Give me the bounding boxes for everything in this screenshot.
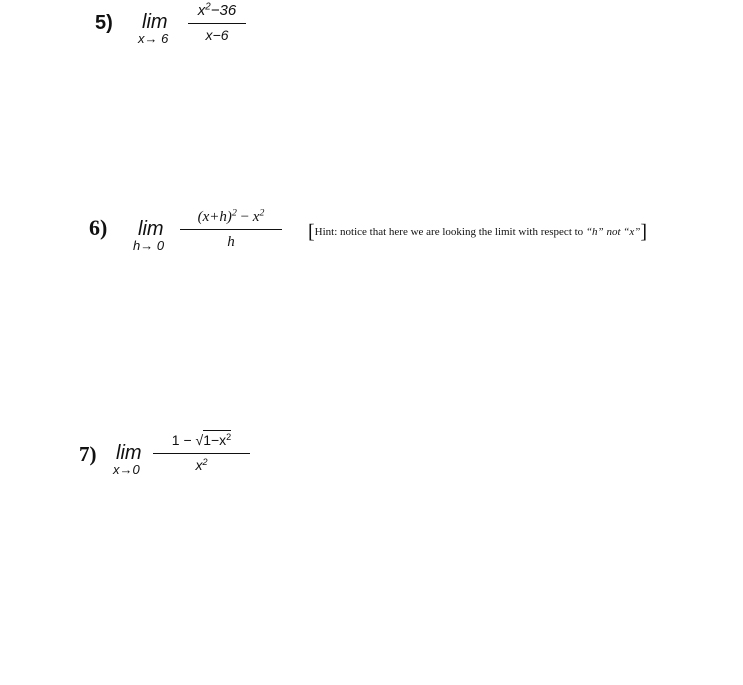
limit-operator: lim	[138, 218, 164, 240]
fraction-bar	[188, 23, 246, 24]
problem-number: 6)	[89, 215, 108, 240]
square-root: $√1-x^2$	[195, 432, 232, 448]
problem-number: 7)	[79, 442, 97, 466]
numerator: $(x+h)^2 - x^2$	[197, 207, 265, 225]
limit-subscript: x→ 6	[138, 31, 169, 46]
fraction-bar	[153, 453, 250, 454]
fraction	[180, 205, 282, 255]
denominator: $x^2$	[195, 457, 208, 473]
denominator: h	[227, 234, 235, 250]
denominator: x−6	[205, 27, 229, 43]
numerator: $x^2-36$	[197, 1, 237, 19]
hint-note: [Hint: notice that here we are looking the limit with respect to “h” not “x”]	[308, 221, 648, 243]
limit-operator: lim	[116, 442, 142, 464]
numerator: $1 - √1-x^2$	[171, 432, 232, 448]
limit-operator: lim	[142, 11, 168, 33]
fraction-bar	[180, 229, 282, 230]
fraction	[153, 428, 250, 478]
limit-subscript: h→ 0	[133, 238, 165, 253]
limit-subscript: x→0	[113, 462, 140, 477]
fraction	[188, 0, 246, 48]
problem-number: 5)	[95, 12, 113, 34]
